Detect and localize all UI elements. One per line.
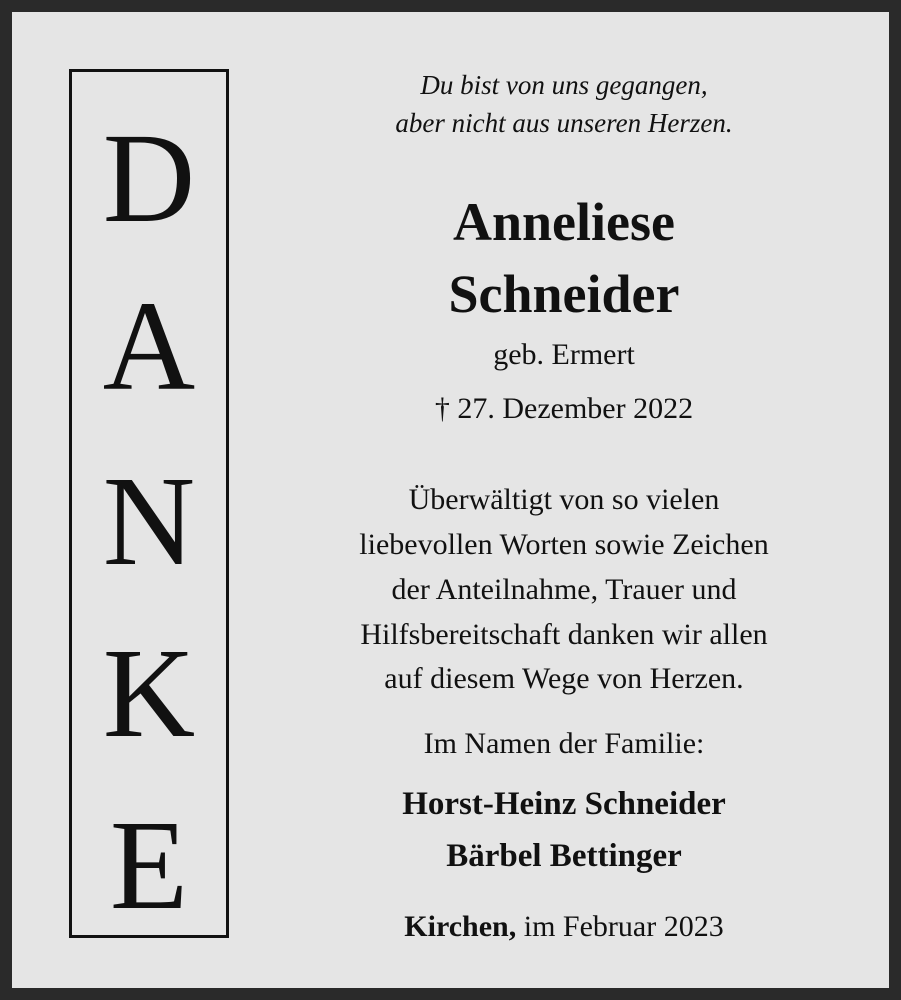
family-intro: Im Namen der Familie:	[423, 727, 705, 760]
deceased-last-name: Schneider	[448, 264, 680, 324]
birth-name: geb. Ermert	[493, 338, 635, 371]
signatory-1: Horst-Heinz Schneider	[402, 786, 726, 822]
danke-letter-k: K	[102, 622, 196, 764]
place-date-line	[262, 906, 866, 948]
quote-line-2: aber nicht aus unseren Herzen.	[395, 108, 733, 138]
message-line-4: Hilfsbereitschaft danken wir allen	[360, 618, 768, 651]
signatory-2: Bärbel Bettinger	[446, 838, 682, 874]
danke-letter-n: N	[102, 450, 196, 592]
danke-frame	[69, 69, 229, 938]
danke-letter-d: D	[102, 107, 196, 249]
date-text: im Februar 2023	[516, 910, 724, 943]
death-date: † 27. Dezember 2022	[434, 392, 694, 425]
danke-letter-e: E	[109, 794, 189, 936]
quote-line-1: Du bist von uns gegangen,	[420, 70, 708, 100]
obituary-card	[12, 12, 889, 988]
message-line-1: Überwältigt von so vielen	[408, 483, 720, 516]
deceased-first-name: Anneliese	[453, 192, 675, 252]
message-line-3: der Anteilnahme, Trauer und	[391, 573, 737, 606]
danke-letter-a: A	[102, 275, 196, 417]
message-line-5: auf diesem Wege von Herzen.	[384, 662, 744, 695]
place: Kirchen,	[404, 910, 517, 943]
message-line-2: liebevollen Worten sowie Zeichen	[359, 528, 769, 561]
